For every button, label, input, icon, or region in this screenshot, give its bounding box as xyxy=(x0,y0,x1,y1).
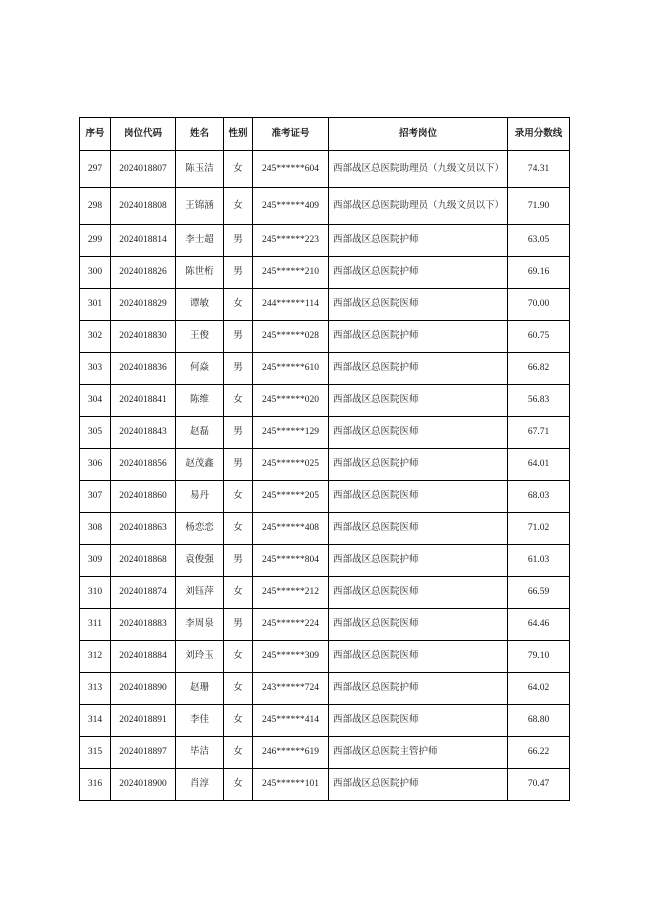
cell-score: 79.10 xyxy=(508,641,570,673)
cell-position: 西部战区总医院医师 xyxy=(329,385,508,417)
cell-gender: 男 xyxy=(224,353,253,385)
cell-position: 西部战区总医院护师 xyxy=(329,321,508,353)
cell-position: 西部战区总医院护师 xyxy=(329,353,508,385)
cell-position: 西部战区总医院护师 xyxy=(329,449,508,481)
cell-seq: 307 xyxy=(80,481,111,513)
cell-score: 69.16 xyxy=(508,257,570,289)
cell-code: 2024018890 xyxy=(111,673,176,705)
cell-score: 68.03 xyxy=(508,481,570,513)
cell-code: 2024018900 xyxy=(111,769,176,801)
cell-score: 64.46 xyxy=(508,609,570,641)
table-row xyxy=(80,151,570,188)
cell-ticket: 245******224 xyxy=(253,609,329,641)
table-row xyxy=(80,641,570,673)
cell-code: 2024018883 xyxy=(111,609,176,641)
cell-name: 毕洁 xyxy=(176,737,224,769)
cell-code: 2024018891 xyxy=(111,705,176,737)
cell-ticket: 245******129 xyxy=(253,417,329,449)
cell-name: 杨恋恋 xyxy=(176,513,224,545)
table-row xyxy=(80,577,570,609)
table-row xyxy=(80,417,570,449)
cell-code: 2024018836 xyxy=(111,353,176,385)
cell-gender: 男 xyxy=(224,225,253,257)
cell-ticket: 245******210 xyxy=(253,257,329,289)
table-header-row xyxy=(80,118,570,151)
table-row xyxy=(80,513,570,545)
cell-seq: 314 xyxy=(80,705,111,737)
cell-score: 66.22 xyxy=(508,737,570,769)
cell-position: 西部战区总医院护师 xyxy=(329,545,508,577)
cell-code: 2024018814 xyxy=(111,225,176,257)
cell-position: 西部战区总医院医师 xyxy=(329,513,508,545)
cell-score: 70.00 xyxy=(508,289,570,321)
cell-ticket: 245******414 xyxy=(253,705,329,737)
cell-seq: 304 xyxy=(80,385,111,417)
cell-seq: 316 xyxy=(80,769,111,801)
cell-code: 2024018863 xyxy=(111,513,176,545)
cell-position: 西部战区总医院助理员（九级文员以下） xyxy=(329,151,508,188)
cell-seq: 315 xyxy=(80,737,111,769)
cell-gender: 男 xyxy=(224,417,253,449)
cell-gender: 女 xyxy=(224,513,253,545)
cell-ticket: 245******101 xyxy=(253,769,329,801)
cell-ticket: 245******604 xyxy=(253,151,329,188)
cell-gender: 男 xyxy=(224,609,253,641)
cell-code: 2024018830 xyxy=(111,321,176,353)
cell-position: 西部战区总医院医师 xyxy=(329,289,508,321)
table-row xyxy=(80,545,570,577)
header-score: 录用分数线 xyxy=(508,118,570,151)
cell-position: 西部战区总医院护师 xyxy=(329,257,508,289)
table-row xyxy=(80,257,570,289)
cell-name: 陈玉洁 xyxy=(176,151,224,188)
header-seq: 序号 xyxy=(80,118,111,151)
cell-ticket: 245******020 xyxy=(253,385,329,417)
cell-ticket: 245******408 xyxy=(253,513,329,545)
cell-score: 70.47 xyxy=(508,769,570,801)
cell-score: 71.90 xyxy=(508,188,570,225)
cell-ticket: 245******205 xyxy=(253,481,329,513)
cell-position: 西部战区总医院助理员（九级文员以下） xyxy=(329,188,508,225)
cell-name: 何焱 xyxy=(176,353,224,385)
cell-seq: 313 xyxy=(80,673,111,705)
cell-code: 2024018829 xyxy=(111,289,176,321)
cell-seq: 306 xyxy=(80,449,111,481)
cell-position: 西部战区总医院医师 xyxy=(329,577,508,609)
cell-name: 赵茂鑫 xyxy=(176,449,224,481)
header-code: 岗位代码 xyxy=(111,118,176,151)
cell-name: 李周泉 xyxy=(176,609,224,641)
cell-name: 刘玲玉 xyxy=(176,641,224,673)
cell-seq: 303 xyxy=(80,353,111,385)
cell-name: 陈维 xyxy=(176,385,224,417)
cell-code: 2024018868 xyxy=(111,545,176,577)
cell-score: 68.80 xyxy=(508,705,570,737)
cell-score: 63.05 xyxy=(508,225,570,257)
table-row xyxy=(80,481,570,513)
cell-name: 刘钰萍 xyxy=(176,577,224,609)
cell-ticket: 245******223 xyxy=(253,225,329,257)
table-row xyxy=(80,449,570,481)
cell-seq: 301 xyxy=(80,289,111,321)
cell-code: 2024018841 xyxy=(111,385,176,417)
cell-gender: 女 xyxy=(224,385,253,417)
cell-ticket: 244******114 xyxy=(253,289,329,321)
cell-name: 袁俊强 xyxy=(176,545,224,577)
header-gender: 性别 xyxy=(224,118,253,151)
cell-code: 2024018897 xyxy=(111,737,176,769)
cell-code: 2024018826 xyxy=(111,257,176,289)
header-name: 姓名 xyxy=(176,118,224,151)
cell-seq: 302 xyxy=(80,321,111,353)
header-position: 招考岗位 xyxy=(329,118,508,151)
table-row xyxy=(80,705,570,737)
cell-ticket: 245******804 xyxy=(253,545,329,577)
cell-position: 西部战区总医院护师 xyxy=(329,673,508,705)
cell-name: 谭敏 xyxy=(176,289,224,321)
cell-seq: 297 xyxy=(80,151,111,188)
cell-seq: 300 xyxy=(80,257,111,289)
cell-gender: 女 xyxy=(224,673,253,705)
cell-gender: 男 xyxy=(224,545,253,577)
cell-gender: 女 xyxy=(224,188,253,225)
cell-score: 71.02 xyxy=(508,513,570,545)
cell-score: 56.83 xyxy=(508,385,570,417)
table-row xyxy=(80,769,570,801)
cell-gender: 女 xyxy=(224,481,253,513)
cell-seq: 299 xyxy=(80,225,111,257)
cell-name: 肖淳 xyxy=(176,769,224,801)
cell-ticket: 245******212 xyxy=(253,577,329,609)
cell-code: 2024018808 xyxy=(111,188,176,225)
cell-name: 李佳 xyxy=(176,705,224,737)
table-row xyxy=(80,321,570,353)
cell-code: 2024018860 xyxy=(111,481,176,513)
table-row xyxy=(80,188,570,225)
cell-ticket: 245******025 xyxy=(253,449,329,481)
cell-ticket: 243******724 xyxy=(253,673,329,705)
cell-score: 74.31 xyxy=(508,151,570,188)
cell-gender: 女 xyxy=(224,577,253,609)
cell-name: 赵珊 xyxy=(176,673,224,705)
cell-score: 67.71 xyxy=(508,417,570,449)
table-row xyxy=(80,673,570,705)
cell-seq: 308 xyxy=(80,513,111,545)
recruitment-score-table xyxy=(79,117,570,801)
cell-position: 西部战区总医院医师 xyxy=(329,641,508,673)
cell-gender: 女 xyxy=(224,769,253,801)
cell-gender: 男 xyxy=(224,257,253,289)
cell-gender: 女 xyxy=(224,151,253,188)
cell-gender: 女 xyxy=(224,641,253,673)
cell-seq: 309 xyxy=(80,545,111,577)
cell-seq: 311 xyxy=(80,609,111,641)
cell-score: 66.59 xyxy=(508,577,570,609)
cell-score: 61.03 xyxy=(508,545,570,577)
cell-position: 西部战区总医院护师 xyxy=(329,225,508,257)
cell-gender: 男 xyxy=(224,449,253,481)
cell-ticket: 245******309 xyxy=(253,641,329,673)
cell-position: 西部战区总医院医师 xyxy=(329,417,508,449)
cell-name: 王俊 xyxy=(176,321,224,353)
cell-name: 陈世桁 xyxy=(176,257,224,289)
cell-seq: 310 xyxy=(80,577,111,609)
cell-name: 易丹 xyxy=(176,481,224,513)
cell-seq: 305 xyxy=(80,417,111,449)
cell-score: 66.82 xyxy=(508,353,570,385)
cell-seq: 298 xyxy=(80,188,111,225)
cell-seq: 312 xyxy=(80,641,111,673)
cell-position: 西部战区总医院医师 xyxy=(329,705,508,737)
cell-code: 2024018874 xyxy=(111,577,176,609)
table-row xyxy=(80,225,570,257)
header-ticket: 准考证号 xyxy=(253,118,329,151)
cell-score: 60.75 xyxy=(508,321,570,353)
cell-ticket: 245******028 xyxy=(253,321,329,353)
cell-name: 赵磊 xyxy=(176,417,224,449)
table-row xyxy=(80,737,570,769)
cell-position: 西部战区总医院医师 xyxy=(329,609,508,641)
table-row xyxy=(80,353,570,385)
cell-ticket: 246******619 xyxy=(253,737,329,769)
cell-ticket: 245******610 xyxy=(253,353,329,385)
cell-code: 2024018843 xyxy=(111,417,176,449)
cell-name: 王锦涵 xyxy=(176,188,224,225)
cell-gender: 男 xyxy=(224,321,253,353)
cell-position: 西部战区总医院主管护师 xyxy=(329,737,508,769)
cell-position: 西部战区总医院医师 xyxy=(329,481,508,513)
cell-code: 2024018884 xyxy=(111,641,176,673)
cell-ticket: 245******409 xyxy=(253,188,329,225)
cell-gender: 女 xyxy=(224,737,253,769)
cell-code: 2024018856 xyxy=(111,449,176,481)
cell-score: 64.02 xyxy=(508,673,570,705)
table-header xyxy=(80,118,570,151)
cell-name: 李士超 xyxy=(176,225,224,257)
cell-code: 2024018807 xyxy=(111,151,176,188)
table-row xyxy=(80,609,570,641)
table-row xyxy=(80,385,570,417)
cell-position: 西部战区总医院护师 xyxy=(329,769,508,801)
cell-score: 64.01 xyxy=(508,449,570,481)
table-body xyxy=(80,151,570,801)
cell-gender: 女 xyxy=(224,705,253,737)
cell-gender: 女 xyxy=(224,289,253,321)
table-row xyxy=(80,289,570,321)
